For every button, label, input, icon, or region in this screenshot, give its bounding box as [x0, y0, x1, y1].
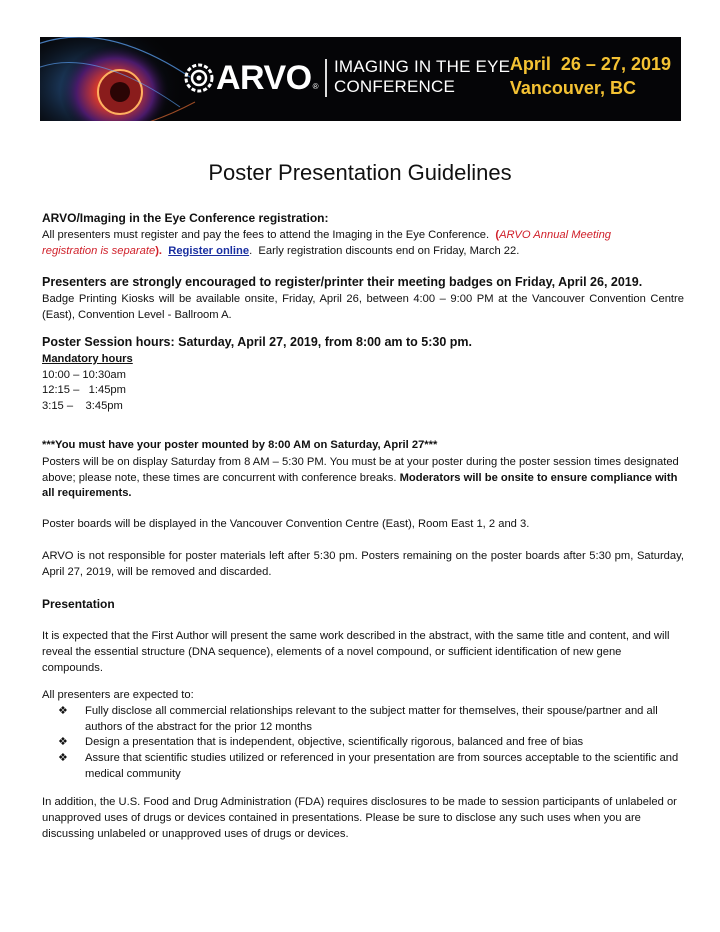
- presentation-body: [42, 629, 684, 676]
- badges-section: [42, 275, 684, 323]
- arvo-logo: [184, 58, 319, 97]
- list-item-text: Fully disclose all commercial relationships relevant to the subject matter for themselves, their spouse/partner and all authors of the abstract for the prior 12 months: [85, 704, 658, 733]
- annual-note-paren-close: ).: [155, 244, 163, 257]
- session-section: [42, 335, 684, 415]
- hours-item: 10:00 – 10:30am: [42, 368, 126, 381]
- fda-section: [42, 795, 684, 842]
- session-heading: Poster Session hours: Saturday, April 27, 2019, from 8:00 am to 5:30 pm.: [42, 335, 473, 349]
- list-item: [42, 704, 684, 736]
- mounting-heading: ***You must have your poster mounted by 8:00 AM on Saturday, April 27***: [42, 439, 438, 451]
- conference-date: [510, 52, 671, 100]
- diamond-bullet-icon: ❖: [58, 752, 68, 765]
- logo-divider: [325, 59, 327, 97]
- hours-item: 3:15 – 3:45pm: [42, 400, 123, 413]
- mounting-text-main: Posters will be on display Saturday from 8 AM – 5:30 PM. You must be at your poster during the poster session times designated above; please note, these times are concurrent with conference breaks.: [42, 455, 679, 484]
- registration-text-main: All presenters must register and pay the fees to attend the Imaging in the Eye Conference.: [42, 228, 496, 241]
- registration-deadline: . Early registration discounts end on Friday, March 22.: [249, 244, 520, 257]
- conference-name-line2: CONFERENCE: [334, 77, 456, 96]
- hours-item: 12:15 – 1:45pm: [42, 384, 126, 397]
- annual-meeting-note: ARVO Annual Meeting: [499, 228, 612, 241]
- expectations-section: [42, 688, 684, 783]
- register-online-link[interactable]: Register online: [168, 244, 250, 257]
- diamond-bullet-icon: ❖: [58, 736, 68, 749]
- registered-mark: ®: [312, 82, 319, 91]
- list-item-text: Design a presentation that is independent, objective, scientifically rigorous, balanced and free of bias: [85, 736, 584, 749]
- responsibility-section: [42, 549, 684, 581]
- moderators-note: Moderators will be onsite to ensure compliance with all requirements.: [42, 471, 678, 500]
- mounting-text: [42, 455, 684, 502]
- registration-heading: ARVO/Imaging in the Eye Conference registration:: [42, 211, 329, 225]
- expectations-list: [42, 704, 684, 783]
- registration-section: [42, 211, 684, 259]
- list-item-text: Assure that scientific studies utilized or referenced in your presentation are from sources acceptable to the scientific and medical community: [85, 752, 679, 780]
- mandatory-hours-label: Mandatory hours: [42, 352, 133, 365]
- mounting-section: [42, 438, 684, 502]
- arvo-logo-text: ARVO: [216, 58, 312, 97]
- arvo-eye-icon: [184, 63, 214, 93]
- presentation-section: [42, 597, 684, 614]
- fda-text: In addition, the U.S. Food and Drug Administration (FDA) requires disclosures to be made to session participants of unlabeled or unapproved uses of drugs or devices contained in presentations. Please be sure to disclose any such uses when you are discussing unlabeled or unapproved uses of drugs or devices.: [42, 796, 677, 840]
- list-item: [42, 751, 684, 783]
- conference-banner: [40, 37, 681, 121]
- annual-note-paren-open: (: [495, 228, 500, 241]
- conference-name: [334, 57, 510, 97]
- page-title: Poster Presentation Guidelines: [208, 160, 512, 185]
- diamond-bullet-icon: ❖: [58, 704, 68, 717]
- presentation-text: It is expected that the First Author will present the same work described in the abstract, with the same title and content, and will reveal the essential structure (DNA sequence), elements of a novel compound, or sufficient identification of new gene compounds.: [42, 630, 670, 674]
- list-item: [42, 735, 684, 751]
- annual-meeting-note-2: registration is separate: [42, 244, 156, 257]
- conference-name-line1: IMAGING IN THE EYE: [334, 57, 511, 76]
- badges-text: Badge Printing Kiosks will be available onsite, Friday, April 26, between 4:00 – 9:00 PM at the Vancouver Convention Centre (East), Convention Level - Ballroom A.: [42, 292, 684, 321]
- badges-heading: Presenters are strongly encouraged to register/printer their meeting badges on Friday, April 26, 2019.: [42, 275, 643, 289]
- boards-section: [42, 517, 684, 533]
- expectations-intro: All presenters are expected to:: [42, 689, 194, 701]
- presentation-heading: Presentation: [42, 597, 115, 611]
- conference-date-line1: April 26 – 27, 2019: [509, 54, 671, 74]
- registration-text: [42, 228, 684, 260]
- boards-text: Poster boards will be displayed in the Vancouver Convention Centre (East), Room East 1, 2 and 3.: [42, 518, 530, 530]
- conference-location: Vancouver, BC: [509, 78, 636, 98]
- responsibility-text: ARVO is not responsible for poster materials left after 5:30 pm. Posters remaining on the poster boards after 5:30 pm, Saturday, April 27, 2019, will be removed and discarded.: [42, 550, 684, 578]
